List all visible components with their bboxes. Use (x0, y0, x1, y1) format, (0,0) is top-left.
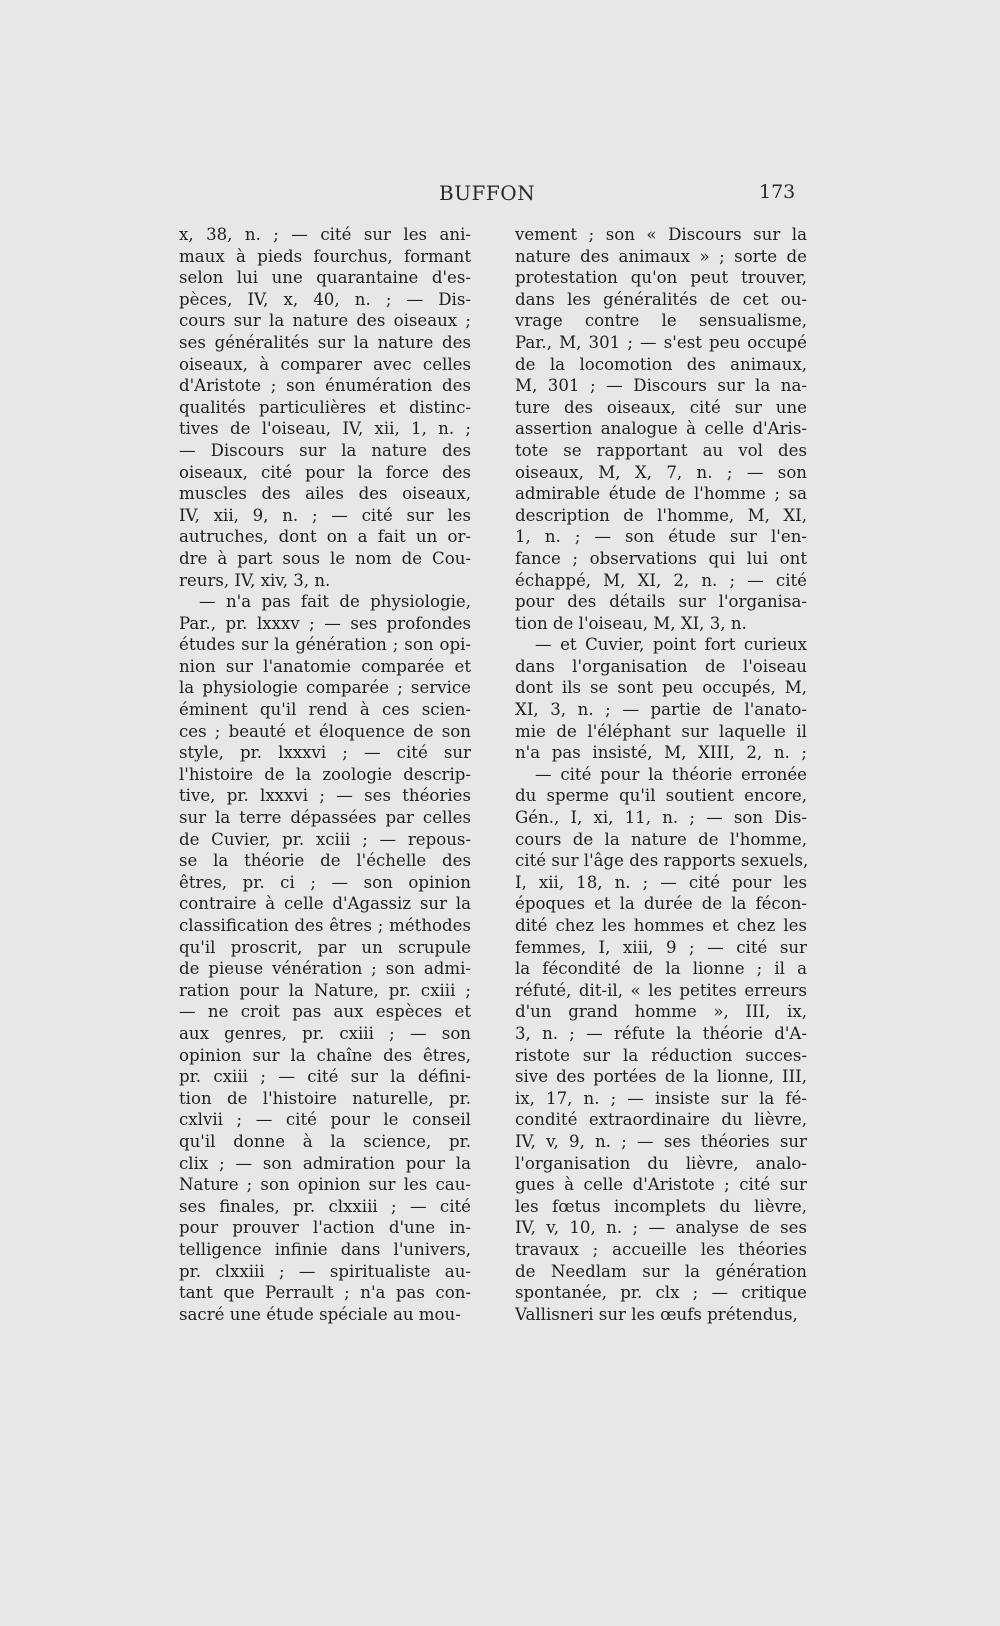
text-line: — n'a pas fait de physiologie, (199, 592, 471, 612)
text-line: pèces, IV, x, 40, n. ; — Dis- (179, 289, 471, 309)
text-line: IV, v, 10, n. ; — analyse de ses (515, 1218, 807, 1238)
text-line: tive, pr. lxxxvi ; — ses théories (179, 786, 471, 806)
text-line: — et Cuvier, point fort curieux (535, 635, 807, 655)
text-line: n'a pas insisté, M, XIII, 2, n. ; (515, 743, 807, 763)
text-line: travaux ; accueille les théories (515, 1239, 807, 1259)
text-line: assertion analogue à celle d'Aris- (515, 419, 807, 439)
text-line: classification des êtres ; méthodes (179, 916, 471, 935)
text-line: oiseaux, cité pour la force des (179, 462, 471, 482)
text-line: sive des portées de la lionne, III, (515, 1067, 807, 1087)
text-line: autruches, dont on a fait un or- (179, 527, 471, 547)
text-line: études sur la génération ; son opi- (179, 635, 471, 655)
text-line: opinion sur la chaîne des êtres, (179, 1045, 471, 1065)
text-line: du sperme qu'il soutient encore, (515, 786, 807, 806)
text-line: protestation qu'on peut trouver, (515, 268, 807, 288)
text-line: ses généralités sur la nature des (179, 332, 471, 352)
text-line: description de l'homme, M, XI, (515, 505, 807, 525)
text-line: pour des détails sur l'organisa- (515, 592, 807, 612)
text-line: époques et la durée de la fécon- (515, 894, 807, 914)
text-line: la fécondité de la lionne ; il a (515, 959, 807, 979)
text-line: x, 38, n. ; — cité sur les ani- (179, 225, 471, 244)
text-line: nion sur l'anatomie comparée et (179, 656, 471, 676)
text-line: sacré une étude spéciale au mou- (179, 1304, 461, 1324)
text-line: spontanée, pr. clx ; — critique (515, 1283, 807, 1303)
text-line: pr. clxxiii ; — spiritualiste au- (179, 1261, 471, 1281)
text-line: dont ils se sont peu occupés, M, (515, 678, 807, 698)
text-line: clix ; — son admiration pour la (179, 1153, 471, 1173)
text-line: cxlvii ; — cité pour le conseil (179, 1110, 471, 1130)
text-line: maux à pieds fourchus, formant (179, 246, 471, 266)
text-line: femmes, I, xiii, 9 ; — cité sur (515, 937, 807, 957)
text-line: — Discours sur la nature des (179, 440, 471, 460)
text-line: muscles des ailes des oiseaux, (179, 484, 471, 504)
text-line: tant que Perrault ; n'a pas con- (179, 1283, 471, 1303)
text-line: éminent qu'il rend à ces scien- (179, 700, 471, 720)
text-column-left (179, 224, 471, 1325)
text-line: de Needlam sur la génération (515, 1261, 807, 1281)
text-line: qu'il donne à la science, pr. (179, 1131, 471, 1151)
text-line: Par., pr. lxxxv ; — ses profondes (179, 613, 471, 633)
text-line: vrage contre le sensualisme, (515, 311, 807, 331)
text-line: 1, n. ; — son étude sur l'en- (515, 527, 807, 547)
text-line: cours sur la nature des oiseaux ; (179, 311, 471, 331)
text-line: pour prouver l'action d'une in- (179, 1218, 471, 1238)
text-line: telligence infinie dans l'univers, (179, 1239, 471, 1259)
text-line: 3, n. ; — réfute la théorie d'A- (515, 1023, 807, 1043)
text-line: tives de l'oiseau, IV, xii, 1, n. ; (179, 419, 471, 439)
text-line: de pieuse vénération ; son admi- (179, 959, 471, 979)
text-line: réfuté, dit-il, « les petites erreurs (515, 980, 807, 1000)
text-line: oiseaux, à comparer avec celles (179, 354, 471, 374)
text-line: d'Aristote ; son énumération des (179, 376, 471, 396)
text-line: dité chez les hommes et chez les (515, 916, 807, 935)
text-line: cours de la nature de l'homme, (515, 829, 807, 849)
text-line: échappé, M, XI, 2, n. ; — cité (515, 570, 807, 590)
text-line: ces ; beauté et éloquence de son (179, 721, 471, 741)
text-line: ix, 17, n. ; — insiste sur la fé- (515, 1088, 807, 1108)
text-line: gues à celle d'Aristote ; cité sur (515, 1175, 807, 1195)
text-line: ture des oiseaux, cité sur une (515, 397, 807, 417)
text-line: style, pr. lxxxvi ; — cité sur (179, 743, 471, 763)
text-line: d'un grand homme », III, ix, (515, 1002, 807, 1022)
text-line: pr. cxiii ; — cité sur la défini- (179, 1067, 471, 1087)
text-line: admirable étude de l'homme ; sa (515, 484, 807, 504)
text-line: tion de l'oiseau, M, XI, 3, n. (515, 613, 747, 633)
running-header-title: BUFFON (439, 181, 536, 205)
text-line: nature des animaux » ; sorte de (515, 246, 807, 266)
text-line: qu'il proscrit, par un scrupule (179, 937, 471, 957)
text-line: tion de l'histoire naturelle, pr. (179, 1088, 471, 1108)
text-line: oiseaux, M, X, 7, n. ; — son (515, 462, 807, 482)
text-line: se la théorie de l'échelle des (179, 851, 471, 871)
text-column-right (515, 224, 807, 1325)
page-number: 173 (759, 181, 796, 203)
text-line: de la locomotion des animaux, (515, 354, 807, 374)
text-line: IV, v, 9, n. ; — ses théories sur (515, 1131, 807, 1151)
text-line: Vallisneri sur les œufs prétendus, (515, 1304, 798, 1324)
text-line: cité sur l'âge des rapports sexuels, (515, 851, 809, 871)
text-line: êtres, pr. ci ; — son opinion (179, 872, 471, 892)
text-line: de Cuvier, pr. xciii ; — repous- (179, 829, 471, 849)
text-line: Nature ; son opinion sur les cau- (179, 1175, 471, 1195)
text-line: Gén., I, xi, 11, n. ; — son Dis- (515, 808, 807, 828)
text-line: ristote sur la réduction succes- (515, 1045, 807, 1065)
text-line: aux genres, pr. cxiii ; — son (179, 1023, 471, 1043)
text-line: — cité pour la théorie erronée (535, 764, 807, 784)
text-line: ses finales, pr. clxxiii ; — cité (179, 1196, 471, 1216)
text-line: dans les généralités de cet ou- (515, 289, 807, 309)
text-line: Par., M, 301 ; — s'est peu occupé (515, 332, 807, 352)
text-line: M, 301 ; — Discours sur la na- (515, 376, 807, 396)
text-line: vement ; son « Discours sur la (515, 225, 807, 244)
text-line: qualités particulières et distinc- (179, 397, 471, 417)
text-line: l'organisation du lièvre, analo- (515, 1153, 807, 1173)
text-line: I, xii, 18, n. ; — cité pour les (515, 872, 807, 892)
text-line: fance ; observations qui lui ont (515, 548, 807, 568)
text-line: mie de l'éléphant sur laquelle il (515, 721, 807, 741)
text-line: XI, 3, n. ; — partie de l'anato- (515, 700, 807, 720)
text-line: les fœtus incomplets du lièvre, (515, 1196, 807, 1216)
text-line: la physiologie comparée ; service (179, 678, 471, 698)
text-line: contraire à celle d'Agassiz sur la (179, 894, 471, 914)
text-line: selon lui une quarantaine d'es- (179, 268, 471, 288)
text-line: sur la terre dépassées par celles (179, 808, 471, 828)
text-line: dre à part sous le nom de Cou- (179, 548, 471, 568)
text-line: tote se rapportant au vol des (515, 440, 807, 460)
text-line: — ne croit pas aux espèces et (179, 1002, 471, 1022)
text-line: ration pour la Nature, pr. cxiii ; (179, 980, 471, 1000)
text-line: dans l'organisation de l'oiseau (515, 656, 807, 676)
text-line: condité extraordinaire du lièvre, (515, 1110, 807, 1130)
text-line: IV, xii, 9, n. ; — cité sur les (179, 505, 471, 525)
text-line: l'histoire de la zoologie descrip- (179, 764, 471, 784)
text-line: reurs, IV, xiv, 3, n. (179, 570, 331, 590)
